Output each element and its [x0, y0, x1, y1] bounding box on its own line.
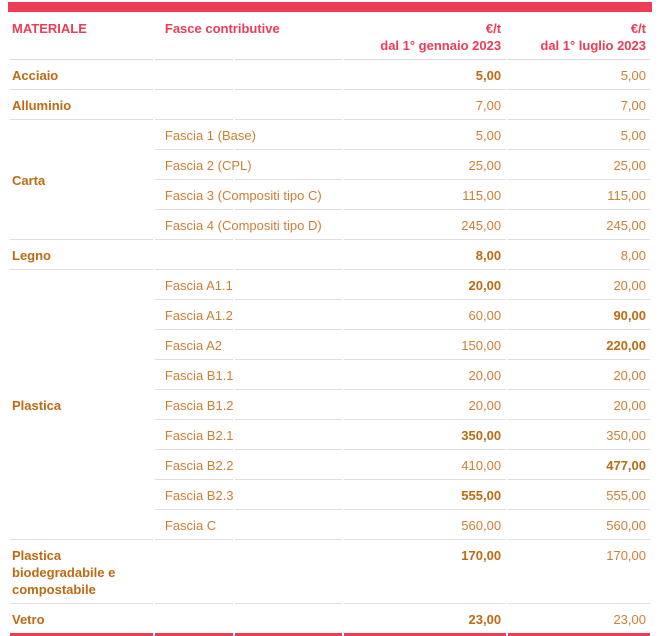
fascia-cell [155, 604, 233, 636]
table-row [10, 540, 650, 604]
col-header-fasce-contributive: Fasce contributive [155, 12, 233, 60]
spacer-cell [235, 390, 342, 420]
jan-period-label: dal 1° gennaio 2023 [380, 38, 502, 53]
value-jan-cell: 60,00 [344, 300, 506, 330]
table-row [10, 270, 650, 300]
material-cell: Alluminio [10, 90, 153, 120]
value-jul-cell: 115,00 [508, 180, 650, 210]
value-jan-cell: 8,00 [344, 240, 506, 270]
fascia-cell [155, 540, 233, 604]
table-row [10, 90, 650, 120]
fascia-cell: Fascia A1.1 [155, 270, 233, 300]
value-jan-cell: 23,00 [344, 604, 506, 636]
fascia-cell: Fascia B1.1 [155, 360, 233, 390]
value-jul-cell: 555,00 [508, 480, 650, 510]
value-jul-cell: 350,00 [508, 420, 650, 450]
col-header-spacer [235, 12, 342, 60]
value-jan-cell: 20,00 [344, 390, 506, 420]
value-jul-cell: 20,00 [508, 270, 650, 300]
value-jan-cell: 25,00 [344, 150, 506, 180]
spacer-cell [235, 540, 342, 604]
spacer-cell [235, 240, 342, 270]
fascia-cell: Fascia 4 (Compositi tipo D) [155, 210, 233, 240]
value-jan-cell: 150,00 [344, 330, 506, 360]
value-jul-cell: 7,00 [508, 90, 650, 120]
value-jul-cell: 170,00 [508, 540, 650, 604]
value-jan-cell: 350,00 [344, 420, 506, 450]
value-jan-cell: 20,00 [344, 270, 506, 300]
value-jul-cell: 477,00 [508, 450, 650, 480]
value-jan-cell: 115,00 [344, 180, 506, 210]
material-cell: Plastica [10, 270, 153, 540]
fascia-cell: Fascia B2.1 [155, 420, 233, 450]
fascia-cell: Fascia 1 (Base) [155, 120, 233, 150]
spacer-cell [235, 330, 342, 360]
value-jan-cell: 20,00 [344, 360, 506, 390]
fascia-cell: Fascia A1.2 [155, 300, 233, 330]
table-top-accent-bar [8, 2, 652, 12]
value-jul-cell: 23,00 [508, 604, 650, 636]
spacer-cell [235, 420, 342, 450]
table-row [10, 604, 650, 636]
spacer-cell [235, 480, 342, 510]
col-header-materiale: MATERIALE [10, 12, 153, 60]
table-row [10, 120, 650, 150]
value-jul-cell: 25,00 [508, 150, 650, 180]
fascia-cell [155, 60, 233, 90]
spacer-cell [235, 360, 342, 390]
value-jan-cell: 560,00 [344, 510, 506, 540]
contribution-fee-table [8, 12, 652, 636]
material-cell: Legno [10, 240, 153, 270]
fascia-cell: Fascia A2 [155, 330, 233, 360]
jul-period-label: dal 1° luglio 2023 [540, 38, 646, 53]
value-jul-cell: 245,00 [508, 210, 650, 240]
spacer-cell [235, 270, 342, 300]
material-cell: Plastica biodegradabile e compostabile [10, 540, 153, 604]
value-jan-cell: 7,00 [344, 90, 506, 120]
fascia-cell: Fascia 2 (CPL) [155, 150, 233, 180]
spacer-cell [235, 510, 342, 540]
value-jul-cell: 20,00 [508, 390, 650, 420]
value-jul-cell: 8,00 [508, 240, 650, 270]
value-jul-cell: 5,00 [508, 120, 650, 150]
header-row [10, 12, 650, 60]
material-cell: Acciaio [10, 60, 153, 90]
jul-unit-label: €/t [630, 21, 646, 36]
spacer-cell [235, 300, 342, 330]
value-jul-cell: 560,00 [508, 510, 650, 540]
fascia-cell: Fascia 3 (Compositi tipo C) [155, 180, 233, 210]
fascia-cell [155, 240, 233, 270]
spacer-cell [235, 90, 342, 120]
value-jul-cell: 5,00 [508, 60, 650, 90]
value-jan-cell: 410,00 [344, 450, 506, 480]
fascia-cell: Fascia C [155, 510, 233, 540]
value-jan-cell: 245,00 [344, 210, 506, 240]
spacer-cell [235, 60, 342, 90]
value-jul-cell: 90,00 [508, 300, 650, 330]
value-jan-cell: 555,00 [344, 480, 506, 510]
fascia-cell: Fascia B2.3 [155, 480, 233, 510]
value-jan-cell: 5,00 [344, 60, 506, 90]
value-jan-cell: 170,00 [344, 540, 506, 604]
value-jan-cell: 5,00 [344, 120, 506, 150]
spacer-cell [235, 604, 342, 636]
fascia-cell [155, 90, 233, 120]
jan-unit-label: €/t [485, 21, 502, 36]
spacer-cell [235, 450, 342, 480]
col-header-jan-2023 [344, 12, 506, 60]
value-jul-cell: 20,00 [508, 360, 650, 390]
material-cell: Vetro [10, 604, 153, 636]
col-header-jul-2023 [508, 12, 650, 60]
fascia-cell: Fascia B1.2 [155, 390, 233, 420]
table-row [10, 60, 650, 90]
table-row [10, 240, 650, 270]
fascia-cell: Fascia B2.2 [155, 450, 233, 480]
material-cell: Carta [10, 120, 153, 240]
value-jul-cell: 220,00 [508, 330, 650, 360]
